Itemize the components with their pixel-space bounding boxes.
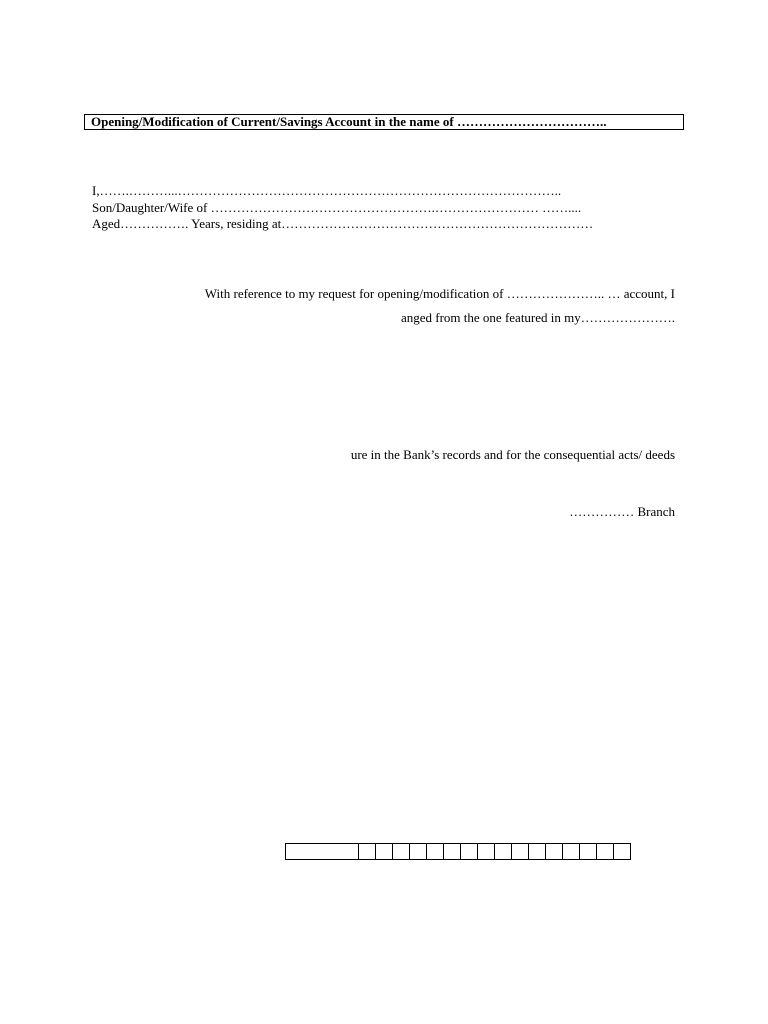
account-digit-box[interactable]	[460, 844, 477, 859]
reference-paragraph-line-1: With reference to my request for opening/modification of ………………….. … account, I	[204, 286, 675, 301]
account-digit-box[interactable]	[511, 844, 528, 859]
account-digit-box[interactable]	[409, 844, 426, 859]
account-digit-box[interactable]	[545, 844, 562, 859]
account-digit-box[interactable]	[477, 844, 494, 859]
declarant-relation-line: Son/Daughter/Wife of …………………………………………….…………………… ……....	[92, 200, 582, 215]
account-digit-box[interactable]	[358, 844, 375, 859]
account-digit-box[interactable]	[562, 844, 579, 859]
account-digit-box[interactable]	[596, 844, 613, 859]
account-prefix-box[interactable]	[286, 844, 358, 859]
account-digit-box[interactable]	[392, 844, 409, 859]
declarant-age-address-line: Aged……………. Years, residing at………………………………………………………………	[92, 216, 594, 231]
account-digit-box[interactable]	[528, 844, 545, 859]
account-digit-box[interactable]	[375, 844, 392, 859]
account-digit-box[interactable]	[494, 844, 511, 859]
account-digit-box[interactable]	[579, 844, 596, 859]
declarant-name-line: I,…….………...……………………………………………………………………………..	[92, 183, 562, 198]
account-digit-box[interactable]	[613, 844, 630, 859]
form-title: Opening/Modification of Current/Savings Account in the name of ……………………………..	[84, 114, 684, 130]
branch-line: …………… Branch	[569, 504, 675, 519]
account-digit-box[interactable]	[443, 844, 460, 859]
records-paragraph-line: ure in the Bank’s records and for the consequential acts/ deeds	[350, 447, 675, 462]
account-digit-box[interactable]	[426, 844, 443, 859]
account-number-boxes[interactable]	[285, 843, 631, 860]
reference-paragraph-line-2: anged from the one featured in my………………….	[400, 310, 675, 325]
